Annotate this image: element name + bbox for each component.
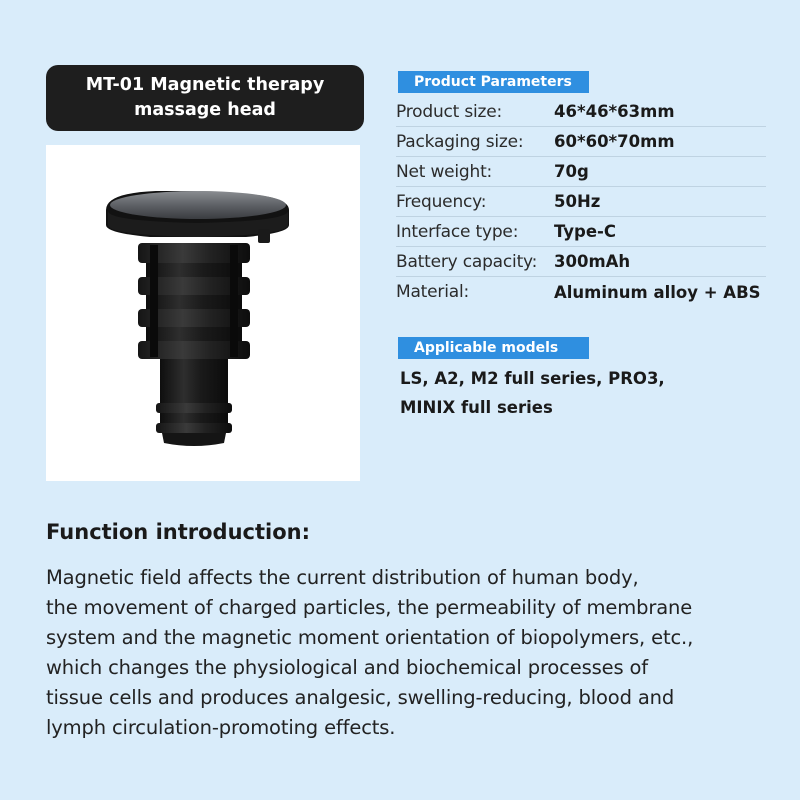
param-value: 60*60*70mm xyxy=(554,132,675,151)
param-row-battery-capacity xyxy=(396,247,766,277)
param-row-product-size xyxy=(396,97,766,127)
param-label: Interface type: xyxy=(396,221,519,242)
param-row-packaging-size xyxy=(396,127,766,157)
param-value: 300mAh xyxy=(554,252,631,271)
function-introduction-heading: Function introduction: xyxy=(46,520,310,544)
param-label: Battery capacity: xyxy=(396,251,538,272)
param-row-material xyxy=(396,277,766,307)
models-line2: MINIX full series xyxy=(400,398,553,417)
param-value: 46*46*63mm xyxy=(554,102,675,121)
applicable-models-heading: Applicable models xyxy=(398,337,589,359)
product-title-line2: massage head xyxy=(134,100,276,120)
function-line: which changes the physiological and biochemical processes of xyxy=(46,656,649,679)
applicable-models-list xyxy=(400,364,730,422)
magnetic-massage-head-image xyxy=(46,145,360,481)
param-label: Packaging size: xyxy=(396,131,524,152)
param-value: 70g xyxy=(554,162,589,181)
param-value: 50Hz xyxy=(554,192,601,211)
models-line1: LS, A2, M2 full series, PRO3, xyxy=(400,369,665,388)
param-value: Type-C xyxy=(554,222,617,241)
product-image-card xyxy=(46,145,360,481)
function-line: Magnetic field affects the current distribution of human body, xyxy=(46,566,639,589)
param-row-net-weight xyxy=(396,157,766,187)
product-parameters-heading: Product Parameters xyxy=(398,71,589,93)
param-label: Net weight: xyxy=(396,161,493,182)
param-label: Product size: xyxy=(396,101,503,122)
function-introduction-body xyxy=(46,563,791,743)
param-label: Frequency: xyxy=(396,191,487,212)
param-label: Material: xyxy=(396,282,469,302)
function-line: tissue cells and produces analgesic, swelling-reducing, blood and xyxy=(46,686,675,709)
param-value: Aluminum alloy + ABS xyxy=(554,282,761,302)
function-line: system and the magnetic moment orientation of biopolymers, etc., xyxy=(46,626,694,649)
param-row-frequency xyxy=(396,187,766,217)
function-line: the movement of charged particles, the permeability of membrane xyxy=(46,596,693,619)
param-row-interface-type xyxy=(396,217,766,247)
parameters-table xyxy=(396,97,766,307)
product-title-badge xyxy=(46,65,364,131)
product-title-line1: MT-01 Magnetic therapy xyxy=(85,75,325,95)
function-line: lymph circulation-promoting effects. xyxy=(46,716,396,739)
